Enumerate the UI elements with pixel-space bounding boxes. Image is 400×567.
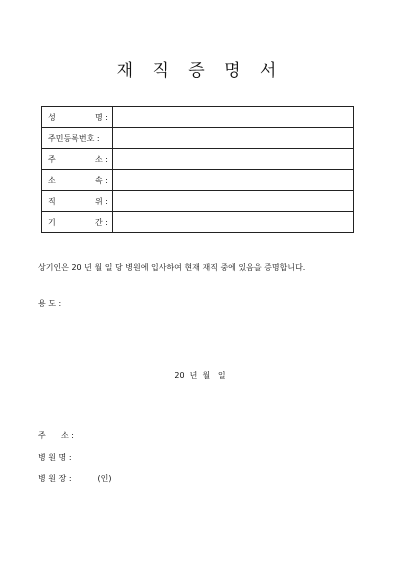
- table-row-address: [42, 149, 354, 170]
- table-row-position: [42, 191, 354, 212]
- table-row-name: [42, 107, 354, 128]
- signature-hospital-name-label: 병 원 명 :: [38, 453, 72, 462]
- address-label-right: 소 :: [95, 154, 108, 164]
- address-label-cell: [42, 149, 113, 170]
- period-label-right: 간 :: [95, 217, 108, 227]
- name-label-cell: [42, 107, 113, 128]
- signature-director-row: [38, 473, 112, 484]
- address-value-field[interactable]: [113, 149, 354, 170]
- resident-number-label: 주민등록번호 :: [48, 133, 100, 143]
- signature-address-label: 주 소 :: [38, 431, 74, 440]
- position-label-cell: [42, 191, 113, 212]
- position-label-left: 직: [48, 196, 56, 206]
- resident-number-label-cell: [42, 128, 113, 149]
- table-row-period: [42, 212, 354, 233]
- name-value-field[interactable]: [113, 107, 354, 128]
- issue-date: 20 년 월 일: [174, 371, 226, 380]
- address-label-left: 주: [48, 154, 56, 164]
- seal-mark: (인): [97, 474, 112, 483]
- position-label-right: 위 :: [95, 196, 108, 206]
- department-value-field[interactable]: [113, 170, 354, 191]
- document-title: 재 직 증 명 서: [116, 61, 284, 81]
- certification-statement: 상기인은 20 년 월 일 당 병원에 입사하여 현재 재직 중에 있음을 증명합니다.: [38, 263, 306, 272]
- period-label-cell: [42, 212, 113, 233]
- department-label-right: 속 :: [95, 175, 108, 185]
- position-value-field[interactable]: [113, 191, 354, 212]
- name-label-left: 성: [48, 112, 56, 122]
- table-row-department: [42, 170, 354, 191]
- table-row-resident-number: [42, 128, 354, 149]
- period-value-field[interactable]: [113, 212, 354, 233]
- signature-director-label: 병 원 장 :: [38, 474, 72, 483]
- period-label-left: 기: [48, 217, 56, 227]
- purpose-label: 용 도 :: [38, 299, 62, 308]
- department-label-left: 소: [48, 175, 56, 185]
- employee-info-table: [41, 106, 354, 233]
- resident-number-value-field[interactable]: [113, 128, 354, 149]
- name-label-right: 명 :: [95, 112, 108, 122]
- department-label-cell: [42, 170, 113, 191]
